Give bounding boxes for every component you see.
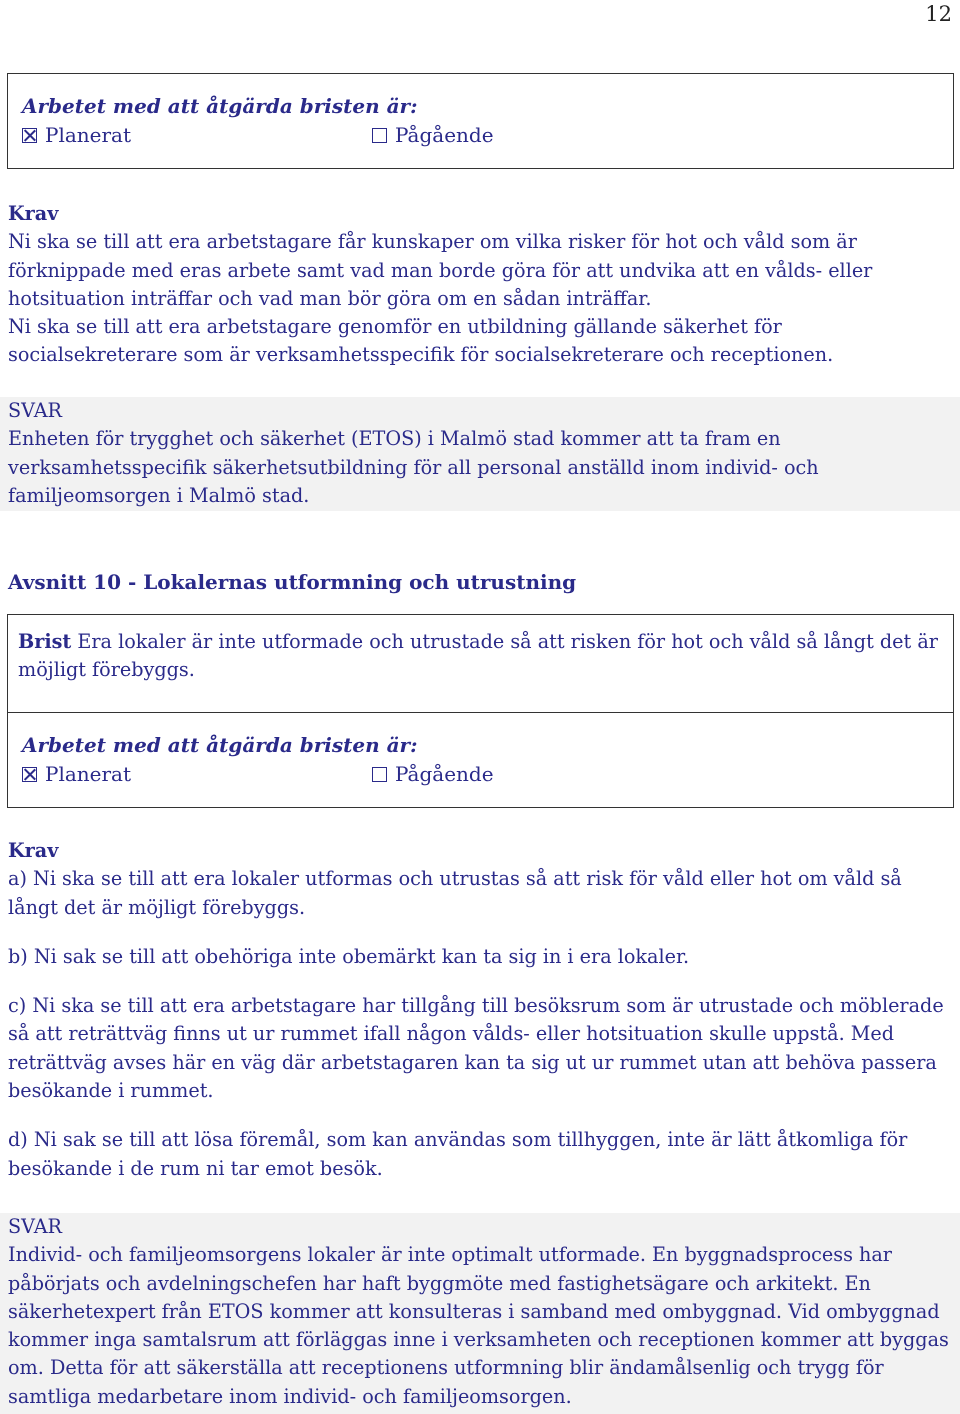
brist-text: Era lokaler är inte utformade och utrustade så att risken för hot och våld så långt det är möjligt förebyggs. xyxy=(18,630,938,682)
option-planerat[interactable] xyxy=(22,759,131,789)
krav-paragraph: b) Ni sak se till att obehöriga inte obemärkt kan ta sig in i era lokaler. xyxy=(8,944,690,968)
status-heading: Arbetet med att åtgärda bristen är: xyxy=(22,733,418,757)
checked-checkbox-icon[interactable] xyxy=(22,767,37,782)
status-box-1 xyxy=(7,73,954,169)
option-label: Pågående xyxy=(395,762,494,786)
krav-paragraph: Ni ska se till att era arbetstagare genomför en utbildning gällande säkerhet för socialsekreterare som är verksamhetsspecifik för socialsekreterare och receptionen. xyxy=(8,315,834,367)
krav-paragraph: d) Ni sak se till att lösa föremål, som kan användas som tillhyggen, inte är lätt åtkomliga för besökande i de rum ni tar emot besök. xyxy=(8,1128,908,1180)
krav-title: Krav xyxy=(8,202,59,225)
krav-title: Krav xyxy=(8,839,59,862)
status-options xyxy=(22,120,953,150)
option-label: Pågående xyxy=(395,123,494,147)
svar-section-2 xyxy=(0,1213,960,1414)
krav-paragraph: a) Ni ska se till att era lokaler utformas och utrustas så att risk för våld eller hot om våld så långt det är möjligt förebyggs. xyxy=(8,867,902,919)
option-planerat[interactable] xyxy=(22,120,131,150)
option-pagaende[interactable] xyxy=(372,759,494,789)
svar-text: Enheten för trygghet och säkerhet (ETOS) i Malmö stad kommer att ta fram en verksamhetsspecifik säkerhetsutbildning för all personal anställd inom individ- och familjeomsorgen i Malmö stad. xyxy=(8,427,819,507)
krav-section-2 xyxy=(8,837,953,1183)
status-box-2 xyxy=(7,712,954,808)
status-options xyxy=(22,759,953,789)
unchecked-checkbox-icon[interactable] xyxy=(372,128,387,143)
brist-label: Brist xyxy=(18,630,72,653)
brist-box xyxy=(7,614,954,713)
svar-text: Individ- och familjeomsorgens lokaler är inte optimalt utformade. En byggnadsprocess har påbörjats och avdelningschefen har haft byggmöte med fastighetsägare och arkitekt. En säkerhetexpert från ETOS kommer att konsulteras i samband med ombyggnad. Vid ombyggnad kommer inga samtalsrum att förläggas inne i verksamheten och receptionen kommer att byggas om. Detta för att säkerställa att receptionens utformning blir ändamålsenlig och trygg för samtliga medarbetare inom individ- och familjeomsorgen. xyxy=(8,1243,949,1408)
krav-paragraph: c) Ni ska se till att era arbetstagare har tillgång till besöksrum som är utrustade och möblerade så att reträttväg finns ut ur rummet ifall någon vålds- eller hotsituation skulle uppstå. Med reträttväg avses här en väg där arbetstagaren kan ta sig ut ur rummet utan att behöva passera besökande i rummet. xyxy=(8,994,944,1103)
section-heading: Avsnitt 10 - Lokalernas utformning och utrustning xyxy=(8,570,577,594)
svar-title: SVAR xyxy=(8,1215,63,1238)
page-number: 12 xyxy=(925,2,952,26)
option-label: Planerat xyxy=(45,123,132,147)
option-label: Planerat xyxy=(45,762,132,786)
unchecked-checkbox-icon[interactable] xyxy=(372,767,387,782)
option-pagaende[interactable] xyxy=(372,120,494,150)
svar-section-1 xyxy=(0,397,960,511)
krav-paragraph: Ni ska se till att era arbetstagare får kunskaper om vilka risker för hot och våld som är förknippade med eras arbete samt vad man borde göra för att undvika att en vålds- eller hotsituation inträffar och vad man bör göra om en sådan inträffar. xyxy=(8,230,873,310)
krav-section-1 xyxy=(8,200,953,370)
svar-title: SVAR xyxy=(8,399,63,422)
checked-checkbox-icon[interactable] xyxy=(22,128,37,143)
status-heading: Arbetet med att åtgärda bristen är: xyxy=(22,94,418,118)
